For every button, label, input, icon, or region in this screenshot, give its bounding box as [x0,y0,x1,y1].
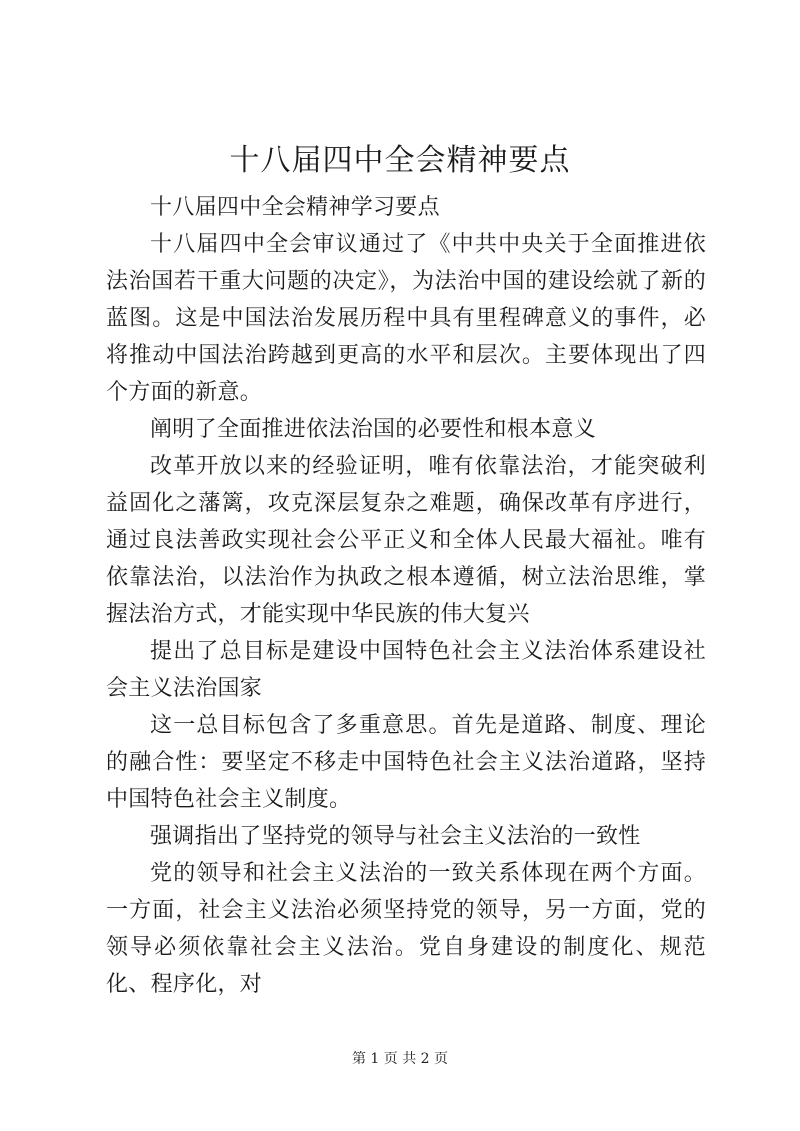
body-paragraph: 党的领导和社会主义法治的一致关系体现在两个方面。一方面，社会主义法治必须坚持党的领导，另一方面，党的领导必须依靠社会主义法治。党自身建设的制度化、规范化、程序化，对 [106,861,706,997]
body-paragraph: 改革开放以来的经验证明，唯有依靠法治，才能突破利益固化之藩篱，攻克深层复杂之难题，确保改革有序进行，通过良法善政实现社会公平正义和全体人民最大福祉。唯有依靠法治，以法治作为执政之根本遵循，树立法治思维，掌握法治方式，才能实现中华民族的伟大复兴 [106,454,706,627]
body-paragraph: 十八届四中全会审议通过了《中共中央关于全面推进依法治国若干重大问题的决定》，为法治中国的建设绘就了新的蓝图。这是中国法治发展历程中具有里程碑意义的事件，必将推动中国法治跨越到更高的水平和层次。主要体现出了四个方面的新意。 [106,232,706,405]
page-footer: 第 1 页 共 2 页 [351,1051,449,1067]
document-title: 十八届四中全会精神要点 [229,143,571,178]
section-heading: 强调指出了坚持党的领导与社会主义法治的一致性 [150,824,641,849]
subtitle-paragraph: 十八届四中全会精神学习要点 [150,195,440,220]
section-heading: 提出了总目标是建设中国特色社会主义法治体系建设社会主义法治国家 [106,639,706,701]
body-paragraph: 这一总目标包含了多重意思。首先是道路、制度、理论的融合性：要坚定不移走中国特色社会主义法治道路，坚持中国特色社会主义制度。 [106,713,706,812]
document-body [106,189,706,1003]
section-heading: 阐明了全面推进依法治国的必要性和根本意义 [150,417,597,442]
